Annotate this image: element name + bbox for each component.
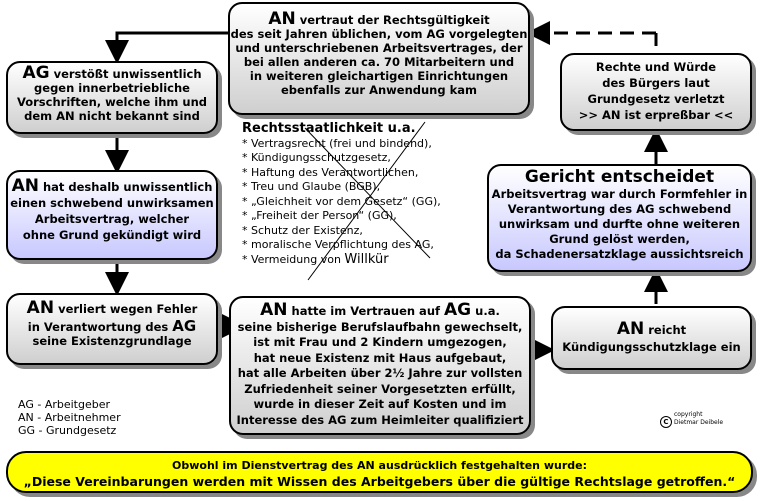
line: Arbeitsvertrag, welcher (34, 212, 190, 226)
arrow-top-to-ag (117, 33, 230, 58)
head-text: hatte im Vertrauen auf (287, 304, 445, 318)
box-an-vertraut (228, 2, 530, 115)
head-text-end: u.a. (471, 304, 500, 318)
head-text: verstößt unwissentlich (49, 67, 202, 81)
copyright-text (674, 411, 723, 427)
bottom-line1: Obwohl im Dienstvertrag des AN ausdrücklich festgehalten wurde: (172, 459, 587, 472)
legend (18, 398, 121, 437)
legend-item: AN - Arbeitnehmer (18, 411, 121, 424)
line: hat alle Arbeiten über 2½ Jahre zur vollsten (237, 366, 523, 380)
box-an-reicht (551, 306, 752, 370)
box-an-hatte-vertrauen (229, 296, 531, 435)
line: Arbeitsvertrag war durch Formfehler in (491, 187, 748, 201)
line: in Verantwortung des (27, 320, 173, 334)
line: Grundgesetz verletzt (587, 92, 725, 106)
line: Verantwortung des AG schwebend (507, 202, 732, 216)
list-item: * moralische Verpflichtung des AG, (242, 238, 434, 251)
an-abbr: AN (616, 319, 645, 339)
copyright-line: Dietmar Deibele (674, 419, 724, 426)
line: hat neue Existenz mit Haus aufgebaut, (253, 350, 507, 365)
list-item: * Schutz der Existenz, (242, 223, 363, 237)
list-item (242, 253, 441, 268)
copyright-line: copyright (674, 411, 703, 418)
line: des seit Jahren üblichen, vom AG vorgelegten (230, 27, 528, 41)
list-item: * Treu und Glaube (BGB), (242, 180, 381, 193)
line: >> AN ist erpreßbar << (578, 108, 734, 122)
line: Vorschriften, welche ihm und (16, 95, 208, 109)
line: ist mit Frau und 2 Kindern umgezogen, (253, 335, 507, 349)
box-rechte-wuerde (560, 53, 752, 131)
ag-abbr: AG (444, 300, 472, 320)
legend-item: AG - Arbeitgeber (18, 398, 111, 411)
gericht-title: Gericht entscheidet (524, 167, 715, 187)
line: in weiteren gleichartigen Einrichtungen (249, 69, 509, 83)
box-an-schwebend (6, 170, 218, 260)
line: Zufriedenheit seiner Vorgesetzten erfüllt, (244, 381, 516, 396)
box-an-verliert (6, 293, 218, 365)
line: bei allen anderen ca. 70 Mitarbeitern und (243, 55, 515, 69)
rechtsstaatlichkeit-list (242, 122, 441, 267)
box-dienstvertrag-hinweis (6, 451, 753, 493)
an-abbr: AN (11, 176, 39, 196)
head-text: hat deshalb unwissentlich (38, 180, 213, 194)
line: seine Existenzgrundlage (32, 334, 192, 348)
list-item: * Kündigungsschutzgesetz, (242, 151, 391, 164)
list-item: * Haftung des Verantwortlichen, (242, 165, 419, 179)
line: da Schadenersatzklage aussichtsreich (495, 247, 744, 261)
list-item-text: * Vermeidung von (242, 252, 345, 266)
head-text: reicht (644, 323, 687, 337)
line: einen schwebend unwirksamen (10, 196, 214, 210)
line: unwirksam und durfte ohne weiteren (498, 217, 741, 231)
list-item: * „Gleichheit vor dem Gesetz“ (GG), (242, 194, 441, 208)
an-abbr: AN (268, 9, 296, 29)
line: gegen innerbetriebliche (34, 81, 190, 95)
line: Grund gelöst werden, (549, 232, 690, 246)
line: wurde in dieser Zeit auf Kosten und im (253, 397, 507, 411)
list-item: * „Freiheit der Person“ (GG), (242, 209, 397, 222)
line: ohne Grund gekündigt wird (22, 228, 202, 242)
line: des Bürgers laut (602, 76, 710, 90)
line: Kündigungsschutzklage ein (562, 340, 741, 354)
legend-item: GG - Grundgesetz (18, 424, 117, 437)
line: seine bisherige Berufslaufbahn gewechselt, (237, 319, 523, 334)
list-item: * Vertragsrecht (frei und bindend), (242, 136, 432, 150)
an-abbr: AN (260, 300, 288, 320)
box-an-vertraut-head (230, 9, 528, 29)
copyright-symbol: C (660, 416, 672, 428)
line: und unterschriebenen Arbeitsvertrages, der (235, 41, 523, 55)
box-gericht-entscheidet (487, 164, 752, 272)
an-abbr: AN (26, 298, 55, 318)
line: Rechte und Würde (595, 60, 717, 74)
head-text: verliert wegen Fehler (54, 302, 198, 316)
box-ag-verstoesst (6, 61, 218, 134)
ag-abbr: AG (22, 63, 50, 83)
line: ebenfalls zur Anwendung kam (281, 83, 477, 97)
head-text: vertraut der Rechtsgültigkeit (295, 13, 490, 27)
ag-abbr: AG (172, 317, 197, 335)
rechtsstaat-title: Rechtsstaatlichkeit u.a. (242, 121, 416, 136)
bottom-line2: „Diese Vereinbarungen werden mit Wissen des Arbeitgebers über die gültige Rechtslage getroffen.“ (23, 474, 736, 489)
willkuer-word: Willkür (344, 251, 389, 267)
line: dem AN nicht bekannt sind (24, 109, 200, 123)
line: Interesse des AG zum Heimleiter qualifiziert (236, 412, 524, 427)
